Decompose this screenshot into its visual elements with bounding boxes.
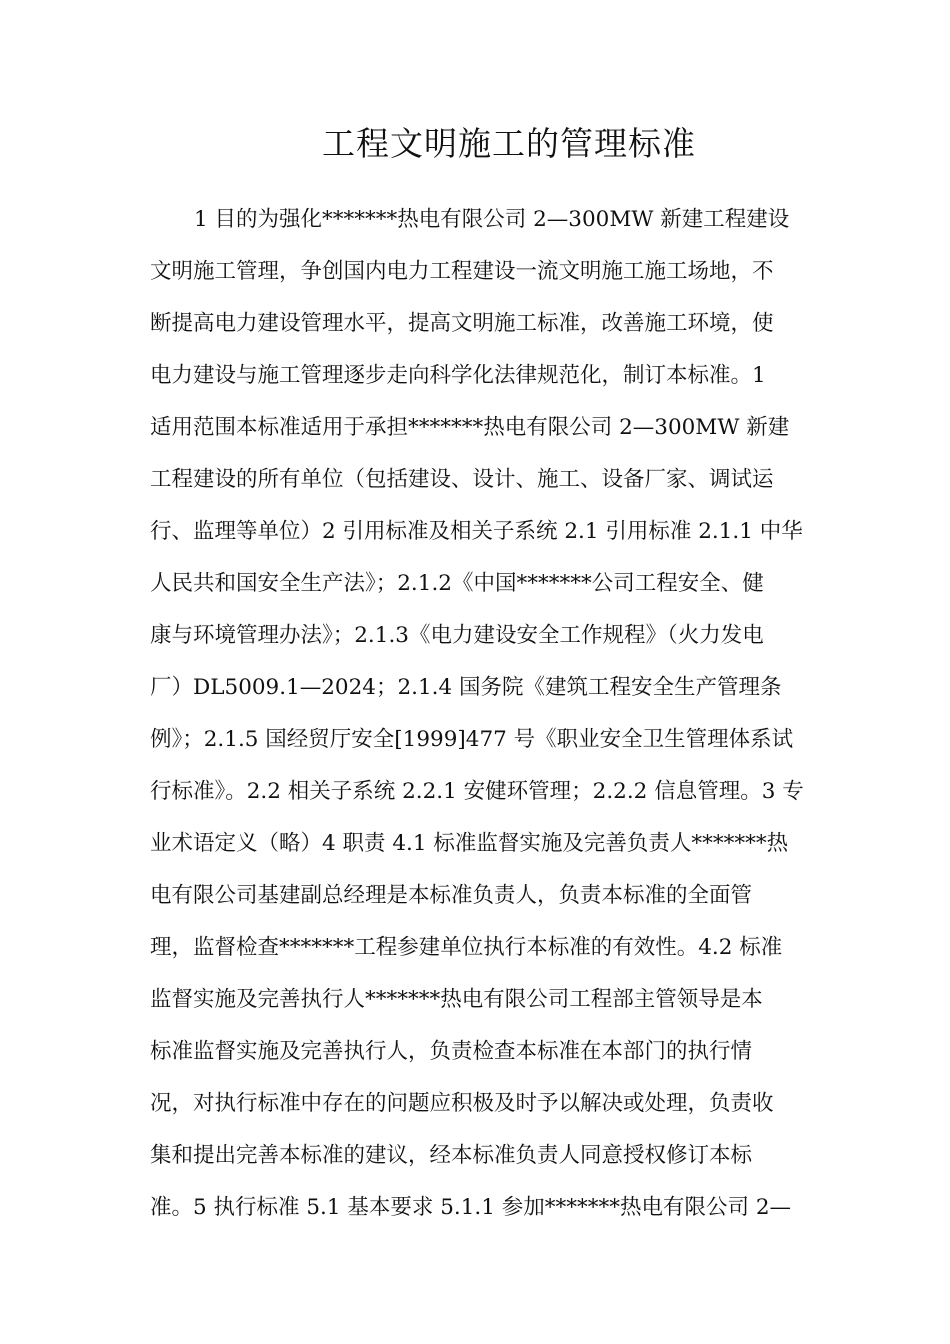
text-line: 行标准》。2.2 相关子系统 2.2.1 安健环管理；2.2.2 信息管理。3 专: [150, 779, 804, 804]
text-line: 工程建设的所有单位（包括建设、设计、施工、设备厂家、调试运: [150, 467, 774, 492]
text-line: 例》；2.1.5 国经贸厅安全[1999]477 号《职业安全卫生管理体系试: [150, 727, 794, 752]
text-line: 断提高电力建设管理水平，提高文明施工标准，改善施工环境，使: [150, 311, 774, 336]
text-line: 1 目的为强化*******热电有限公司 2—300MW 新建工程建设: [194, 207, 790, 232]
text-line: 文明施工管理，争创国内电力工程建设一流文明施工施工场地，不: [150, 259, 774, 284]
text-line: 监督实施及完善执行人*******热电有限公司工程部主管领导是本: [150, 987, 763, 1012]
text-line: 人民共和国安全生产法》；2.1.2《中国*******公司工程安全、健: [150, 571, 764, 596]
text-line: 电力建设与施工管理逐步走向科学化法律规范化，制订本标准。1: [150, 363, 766, 388]
text-line: 行、监理等单位）2 引用标准及相关子系统 2.1 引用标准 2.1.1 中华: [150, 519, 803, 544]
text-line: 标准监督实施及完善执行人，负责检查本标准在本部门的执行情: [150, 1039, 753, 1064]
text-line: 准。5 执行标准 5.1 基本要求 5.1.1 参加*******热电有限公司 2—: [150, 1195, 792, 1220]
text-line: 理，监督检查*******工程参建单位执行本标准的有效性。4.2 标准: [150, 935, 783, 960]
document-title: 工程文明施工的管理标准: [322, 124, 696, 163]
text-line: 集和提出完善本标准的建议，经本标准负责人同意授权修订本标: [150, 1143, 753, 1168]
text-line: 况，对执行标准中存在的问题应积极及时予以解决或处理，负责收: [150, 1091, 774, 1116]
text-line: 业术语定义（略）4 职责 4.1 标准监督实施及完善负责人*******热: [150, 831, 789, 856]
text-line: 电有限公司基建副总经理是本标准负责人，负责本标准的全面管: [150, 883, 753, 908]
document-body: [150, 194, 810, 1234]
text-line: 厂）DL5009.1—2024；2.1.4 国务院《建筑工程安全生产管理条: [150, 675, 782, 700]
text-line: 康与环境管理办法》；2.1.3《电力建设安全工作规程》（火力发电: [150, 623, 764, 648]
text-line: 适用范围本标准适用于承担*******热电有限公司 2—300MW 新建: [150, 415, 790, 440]
